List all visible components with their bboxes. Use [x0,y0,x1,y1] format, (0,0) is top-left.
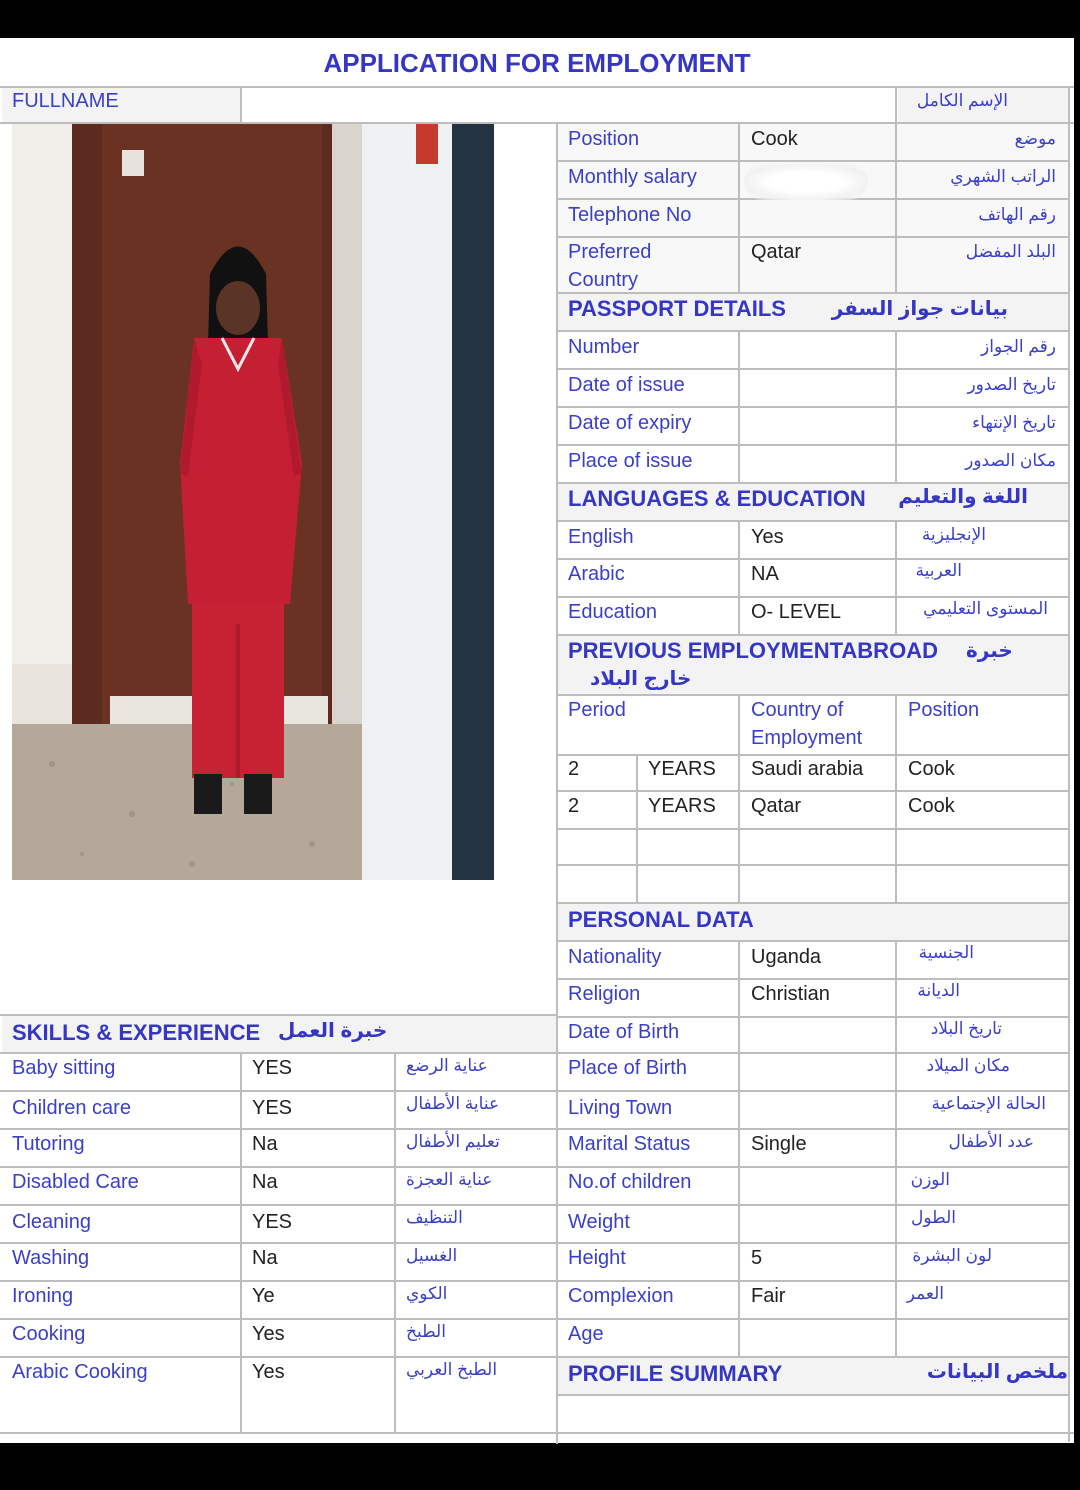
date-of-birth-label-ar: تاريخ البلاد [930,1019,1002,1038]
skill-cooking-label-ar: الطبخ [406,1322,446,1341]
grid-line [0,1204,558,1206]
grid-line [0,1432,1074,1434]
grid-line [0,1090,558,1092]
previous-employment-heading-ar-2: خارج البلاد [590,668,692,690]
grid-line [556,790,1070,792]
grid-line [556,1204,1070,1206]
skill-tutoring-label-ar: تعليم الأطفال [406,1132,500,1151]
skill-disabled-care-label-ar: عناية العجزة [406,1170,493,1189]
position-label: Position [568,128,640,150]
skill-arabic-cooking-label: Arabic Cooking [12,1361,148,1383]
employment-country: Qatar [751,795,802,817]
education-value: O- LEVEL [751,601,842,623]
skill-tutoring-value: Na [252,1133,278,1155]
application-sheet [0,38,1074,1443]
country-header-1: Country of [751,699,844,721]
grid-line [0,1128,558,1130]
skill-cleaning-label-ar: التنظيف [406,1208,463,1227]
arabic-label: Arabic [568,563,625,585]
grid-line [738,694,740,902]
grid-line [1068,86,1070,1442]
previous-employment-heading-ar-1: خبرة [966,640,1013,662]
grid-line [738,124,740,292]
grid-line [556,1318,1070,1320]
grid-line [0,1014,558,1016]
profile-summary-heading-ar: ملخص البيانات [926,1361,1068,1383]
photo-illustration [12,124,494,880]
skill-baby-sitting-value: YES [252,1057,293,1079]
telephone-label: Telephone No [568,204,692,226]
nationality-label-ar: الجنسية [918,943,974,962]
redaction-blur [744,164,868,200]
skill-washing-label-ar: الغسيل [406,1246,458,1265]
period-header: Period [568,699,626,721]
grid-line [0,1318,558,1320]
passport-number-label-ar: رقم الجواز [981,337,1056,356]
grid-line [895,694,897,902]
previous-employment-heading: PREVIOUS EMPLOYMENTABROAD [568,638,938,663]
height-label: Height [568,1247,626,1269]
page-title: APPLICATION FOR EMPLOYMENT [323,48,751,78]
grid-line [394,1052,396,1432]
date-of-issue-label-ar: تاريخ الصدور [967,375,1056,394]
grid-line [556,1394,1070,1396]
religion-label: Religion [568,983,641,1005]
preferred-country-label-1: Preferred [568,241,652,263]
place-of-birth-label-ar: مكان الميلاد [926,1056,1010,1075]
employment-years: 2 [568,795,580,817]
profile-summary-heading: PROFILE SUMMARY [568,1361,783,1386]
preferred-country-value: Qatar [751,241,802,263]
skills-heading-ar: خبرة العمل [278,1020,388,1042]
skill-arabic-cooking-label-ar: الطبخ العربي [406,1360,498,1379]
english-value: Yes [751,526,784,548]
employment-country: Saudi arabia [751,758,864,780]
living-town-label: Living Town [568,1097,673,1119]
employment-position: Cook [908,758,955,780]
religion-label-ar: الديانة [917,981,960,1000]
skill-disabled-care-value: Na [252,1171,278,1193]
education-label-ar: المستوى التعليمي [923,599,1048,618]
height-label-ar: لون البشرة [912,1246,992,1265]
grid-line [556,292,1070,294]
skills-heading: SKILLS & EXPERIENCE [12,1020,261,1045]
grid-line [556,940,1070,942]
grid-line [556,754,1070,756]
grid-line [556,160,1070,162]
grid-line [0,1242,558,1244]
grid-line [556,978,1070,980]
arabic-value: NA [751,563,779,585]
passport-number-label: Number [568,336,640,358]
position-value: Cook [751,128,798,150]
fullname-label-ar: الإسم الكامل [916,91,1008,110]
weight-label-ar: الطول [911,1208,956,1227]
grid-line [738,520,740,634]
marital-status-label-ar: عدد الأطفال [948,1132,1034,1151]
telephone-label-ar: رقم الهاتف [978,205,1056,224]
date-of-expiry-label-ar: تاريخ الإنتهاء [972,413,1056,432]
monthly-salary-label-ar: الراتب الشهري [950,167,1056,186]
grid-line [556,1356,1070,1358]
grid-line [0,1166,558,1168]
grid-line [556,902,1070,904]
grid-line [556,330,1070,332]
grid-line [895,86,897,292]
skill-ironing-value: Ye [252,1285,275,1307]
skill-ironing-label-ar: الكوي [406,1284,448,1303]
religion-value: Christian [751,983,830,1005]
grid-line [240,86,242,122]
employment-unit: YEARS [648,795,716,817]
skill-arabic-cooking-value: Yes [252,1361,285,1383]
grid-line [556,864,1070,866]
nationality-value: Uganda [751,946,822,968]
grid-line [738,940,740,1356]
grid-line [0,1052,558,1054]
skill-children-care-value: YES [252,1097,293,1119]
passport-heading: PASSPORT DETAILS [568,296,786,321]
skill-children-care-label: Children care [12,1097,131,1119]
date-of-expiry-label: Date of expiry [568,412,692,434]
grid-line [556,558,1070,560]
children-label-ar: الوزن [910,1170,950,1189]
skill-washing-value: Na [252,1247,278,1269]
passport-heading-ar: بيانات جواز السفر [831,298,1008,320]
position-header: Position [908,699,980,721]
place-of-issue-label: Place of issue [568,450,693,472]
place-of-birth-label: Place of Birth [568,1057,687,1079]
languages-heading-ar: اللغة والتعليم [898,486,1028,508]
skill-cleaning-value: YES [252,1211,293,1233]
grid-line [556,124,558,1444]
grid-line [556,368,1070,370]
skill-disabled-care-label: Disabled Care [12,1171,139,1193]
employment-years: 2 [568,758,580,780]
fullname-label: FULLNAME [12,90,119,112]
grid-line [556,1166,1070,1168]
grid-line [556,520,1070,522]
grid-line [556,236,1070,238]
applicant-photo [12,124,494,880]
preferred-country-label-ar: البلد المفضل [965,242,1056,261]
arabic-label-ar: العربية [915,561,962,580]
grid-line [556,1052,1070,1054]
grid-line [556,828,1070,830]
marital-status-value: Single [751,1133,807,1155]
complexion-label-ar: العمر [906,1284,944,1303]
english-label-ar: الإنجليزية [921,525,986,544]
complexion-label: Complexion [568,1285,674,1307]
skill-cleaning-label: Cleaning [12,1211,91,1233]
education-label: Education [568,601,657,623]
country-header-2: Employment [751,727,863,749]
position-label-ar: موضع [1014,129,1056,148]
employment-unit: YEARS [648,758,716,780]
grid-line [556,634,1070,636]
skill-children-care-label-ar: عناية الأطفال [406,1094,500,1113]
grid-line [895,520,897,634]
weight-label: Weight [568,1211,630,1233]
grid-line [556,694,1070,696]
english-label: English [568,526,634,548]
grid-line [0,1356,558,1358]
marital-status-label: Marital Status [568,1133,691,1155]
date-of-issue-label: Date of issue [568,374,685,396]
living-town-label-ar: الحالة الإجتماعية [931,1094,1046,1113]
complexion-value: Fair [751,1285,786,1307]
grid-line [556,1090,1070,1092]
grid-line [556,1128,1070,1130]
nationality-label: Nationality [568,946,662,968]
skill-tutoring-label: Tutoring [12,1133,85,1155]
skill-ironing-label: Ironing [12,1285,74,1307]
languages-heading: LANGUAGES & EDUCATION [568,486,866,511]
monthly-salary-label: Monthly salary [568,166,697,188]
employment-position: Cook [908,795,955,817]
grid-line [556,406,1070,408]
grid-line [240,1052,242,1432]
children-label: No.of children [568,1171,692,1193]
grid-line [556,1242,1070,1244]
skill-cooking-value: Yes [252,1323,285,1345]
skill-cooking-label: Cooking [12,1323,86,1345]
age-label: Age [568,1323,604,1345]
skill-washing-label: Washing [12,1247,90,1269]
skill-baby-sitting-label-ar: عناية الرضع [406,1056,488,1075]
skill-baby-sitting-label: Baby sitting [12,1057,116,1079]
grid-line [0,1280,558,1282]
place-of-issue-label-ar: مكان الصدور [965,451,1056,470]
preferred-country-label-2: Country [568,269,639,291]
date-of-birth-label: Date of Birth [568,1021,680,1043]
grid-line [895,940,897,1356]
grid-line [556,444,1070,446]
grid-line [556,1280,1070,1282]
personal-heading: PERSONAL DATA [568,907,754,932]
height-value: 5 [751,1247,763,1269]
